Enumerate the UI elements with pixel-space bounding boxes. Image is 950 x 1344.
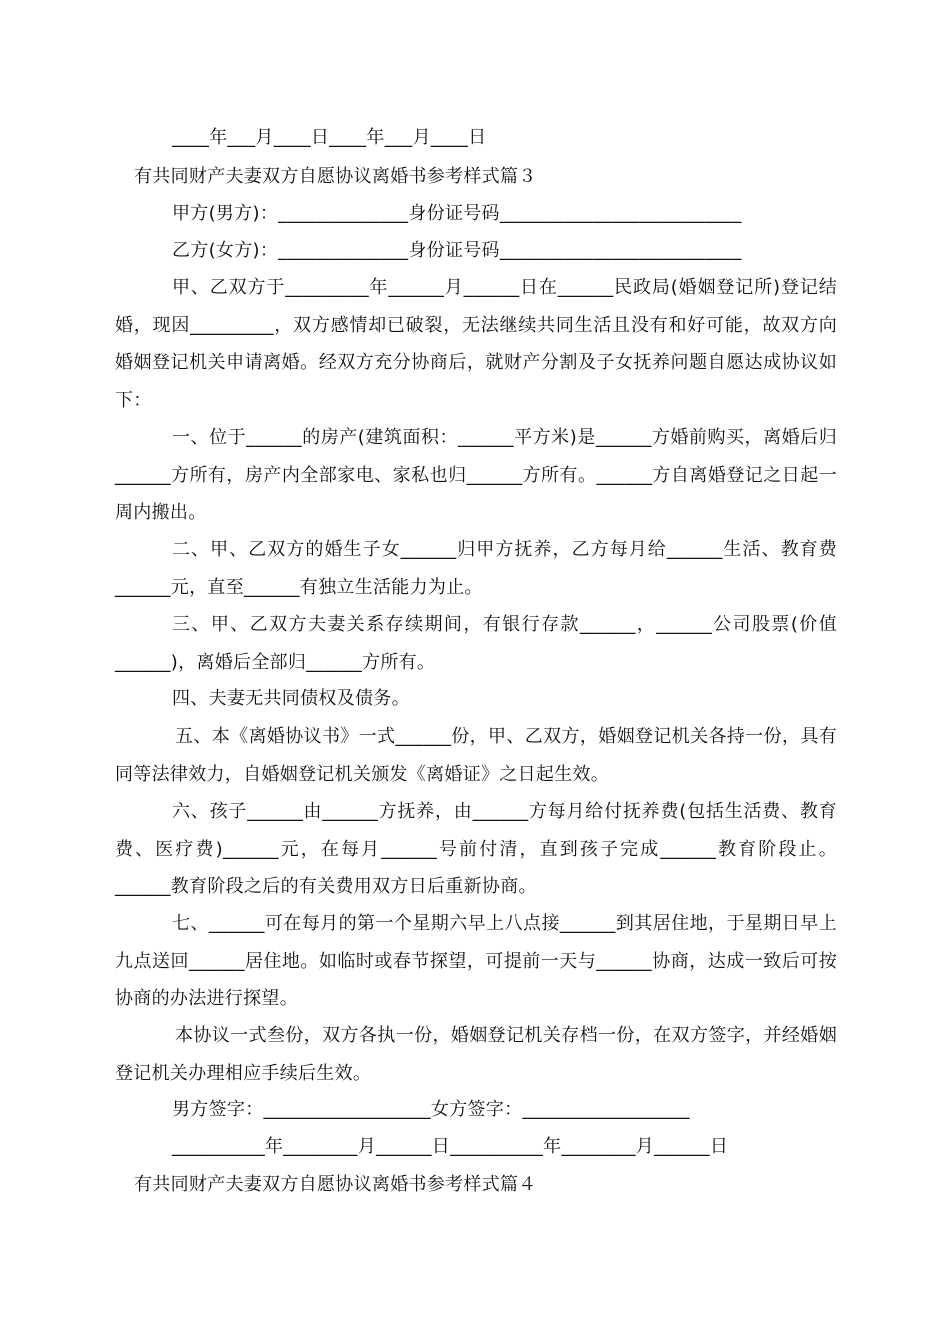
- clause-4-paragraph: 四、夫妻无共同债权及债务。: [172, 688, 410, 709]
- clause-2-paragraph: 二、甲、乙双方的婚生子女______归甲方抚养，乙方每月给______生活、教育费______元，直至______有独立生活能力为止。: [115, 539, 837, 598]
- clause-7-paragraph: 七、______可在每月的第一个星期六早上八点接______到其居住地，于星期日早上九点送回______居住地。如临时或春节探望，可提前一天与______协商，达成一致后可按协商的办法进行探望。: [115, 913, 837, 1009]
- clause-6-paragraph: 六、孩子______由______方抚养，由______方每月给付抚养费(包括生活费、教育费、医疗费)______元，在每月______号前付清，直到孩子完成______教育阶段止。______教育阶段之后的有关费用双方日后重新协商。: [115, 801, 837, 897]
- party-a-line: 甲方(男方)：______________身份证号码__________________________: [172, 203, 742, 224]
- intro-paragraph: 甲、乙双方于_________年______月______日在______民政局(婚姻登记所)登记结婚，现因_________，双方感情却已破裂，无法继续共同生活且没有和好可能，故双方向婚姻登记机关申请离婚。经双方充分协商后，就财产分割及子女抚养问题自愿达成协议如下：: [115, 277, 837, 411]
- clause-5-paragraph: 五、本《离婚协议书》一式______份，甲、乙双方，婚姻登记机关各持一份，具有同等法律效力，自婚姻登记机关颁发《离婚证》之日起生效。: [115, 726, 837, 785]
- closing-paragraph: 本协议一式叁份，双方各执一份，婚姻登记机关存档一份，在双方签字，并经婚姻登记机关办理相应手续后生效。: [115, 1025, 837, 1084]
- clause-1-paragraph: 一、位于______的房产(建筑面积：______平方米)是______方婚前购买，离婚后归______方所有，房产内全部家电、家私也归______方所有。______方自离婚登记之日起一周内搬出。: [115, 427, 837, 523]
- section-heading-4: 有共同财产夫妻双方自愿协议离婚书参考样式篇４: [134, 1174, 537, 1195]
- date-line-bottom: __________年________月______日__________年________月______日: [172, 1136, 729, 1157]
- signature-line: 男方签字：__________________女方签字：__________________: [172, 1099, 690, 1120]
- clause-3-paragraph: 三、甲、乙双方夫妻关系存续期间，有银行存款______，______公司股票(价值______)，离婚后全部归______方所有。: [115, 614, 837, 673]
- section-heading-3: 有共同财产夫妻双方自愿协议离婚书参考样式篇３: [134, 166, 537, 187]
- date-line-top: ____年___月____日____年___月____日: [172, 127, 487, 148]
- party-b-line: 乙方(女方)：______________身份证号码__________________________: [172, 240, 742, 261]
